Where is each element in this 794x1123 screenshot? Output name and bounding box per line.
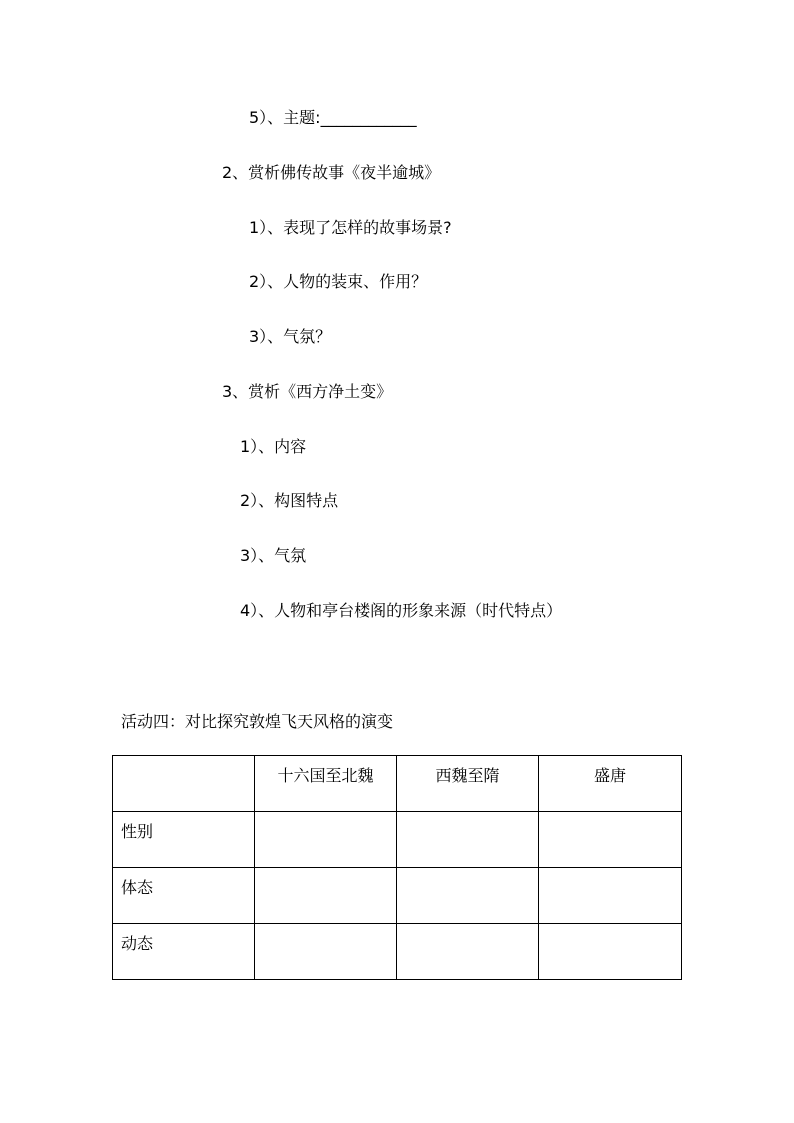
table-header-row: [113, 756, 682, 812]
answer-cell[interactable]: [539, 924, 682, 980]
section-2-question-2: 2）、人物的装束、作用？: [249, 272, 428, 291]
table-row: [113, 924, 682, 980]
table-header-cell: 十六国至北魏: [255, 756, 397, 812]
answer-cell[interactable]: [255, 868, 397, 924]
question-theme: [249, 108, 417, 128]
answer-cell[interactable]: [255, 812, 397, 868]
table-header-cell: [113, 756, 255, 812]
answer-cell[interactable]: [255, 924, 397, 980]
section-3-question-3: 3）、气氛: [240, 546, 307, 565]
section-3-question-2: 2）、构图特点: [240, 491, 339, 510]
answer-cell[interactable]: [397, 812, 539, 868]
row-label: 性别: [113, 812, 255, 868]
section-3-heading: 3、赏析《西方净土变》: [222, 382, 393, 401]
section-2-question-3: 3）、气氛？: [249, 327, 332, 346]
activity-title: 活动四：对比探究敦煌飞天风格的演变: [121, 712, 394, 731]
feitian-comparison-table: [112, 755, 682, 980]
table-row: [113, 812, 682, 868]
answer-cell[interactable]: [539, 868, 682, 924]
table-header-cell: 西魏至隋: [397, 756, 539, 812]
section-2-question-1: 1）、表现了怎样的故事场景?: [249, 218, 452, 237]
row-label: 体态: [113, 868, 255, 924]
answer-cell[interactable]: [397, 924, 539, 980]
section-3-question-1: 1）、内容: [240, 437, 307, 456]
theme-answer-blank[interactable]: ____________: [320, 108, 417, 127]
table-header-cell: 盛唐: [539, 756, 682, 812]
theme-label: 5）、主题:: [249, 108, 321, 127]
answer-cell[interactable]: [397, 868, 539, 924]
section-2-heading: 2、赏析佛传故事《夜半逾城》: [222, 163, 441, 182]
table-row: [113, 868, 682, 924]
row-label: 动态: [113, 924, 255, 980]
section-3-question-4: 4）、人物和亭台楼阁的形象来源（时代特点）: [240, 601, 563, 620]
answer-cell[interactable]: [539, 812, 682, 868]
